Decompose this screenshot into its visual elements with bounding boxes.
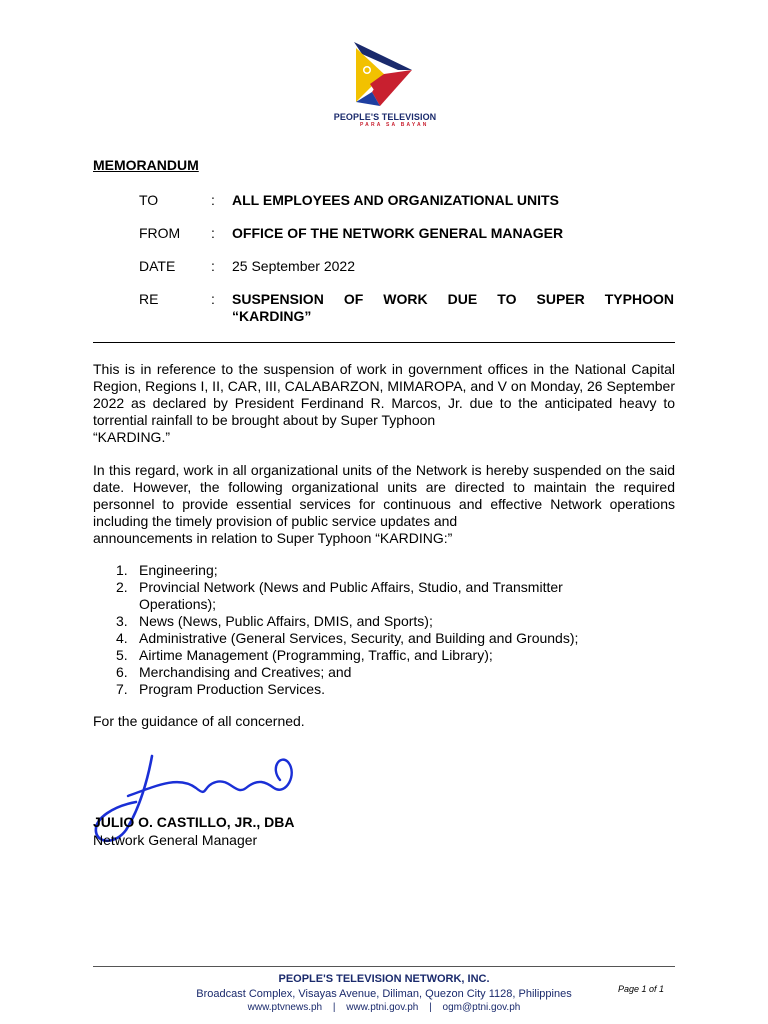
page-number: Page 1 of 1 xyxy=(618,984,665,994)
list-item xyxy=(116,562,656,579)
footer-organization: PEOPLE'S TELEVISION NETWORK, INC. xyxy=(278,973,490,985)
footer-separator: | xyxy=(332,1002,336,1013)
field-value: 25 September 2022 xyxy=(232,258,355,274)
field-colon: : xyxy=(211,225,215,241)
field-label: RE xyxy=(139,291,159,307)
list-number: 1. xyxy=(116,562,128,578)
list-text: Provincial Network (News and Public Affairs, Studio, and Transmitter xyxy=(139,579,563,595)
field-colon: : xyxy=(211,258,215,274)
footer-email[interactable]: ogm@ptni.gov.ph xyxy=(442,1002,521,1013)
list-number: 2. xyxy=(116,579,128,595)
list-text: News (News, Public Affairs, DMIS, and Sports); xyxy=(139,613,433,629)
footer-divider xyxy=(93,966,675,967)
list-text: Program Production Services. xyxy=(139,681,325,697)
field-label: TO xyxy=(139,192,159,208)
logo-title: PEOPLE'S TELEVISION xyxy=(333,112,437,122)
field-value: ALL EMPLOYEES AND ORGANIZATIONAL UNITS xyxy=(232,192,559,208)
field-value-line1: SUSPENSION OF WORK DUE TO SUPER TYPHOON xyxy=(232,291,674,307)
list-item xyxy=(116,630,656,647)
field-label: FROM xyxy=(139,225,181,241)
list-text: Engineering; xyxy=(139,562,218,578)
list-item xyxy=(116,647,656,664)
list-text: Merchandising and Creatives; and xyxy=(139,664,352,680)
units-list xyxy=(116,562,656,698)
field-value: OFFICE OF THE NETWORK GENERAL MANAGER xyxy=(232,225,564,241)
list-item xyxy=(116,664,656,681)
paragraph-1-last-line: “KARDING.” xyxy=(93,429,170,445)
ptv-logo xyxy=(320,40,450,132)
list-text: Administrative (General Services, Security, and Building and Grounds); xyxy=(139,630,579,646)
paragraph-2-last-line: announcements in relation to Super Typhoon “KARDING:” xyxy=(93,530,453,546)
paragraph-2 xyxy=(93,462,675,547)
closing-line: For the guidance of all concerned. xyxy=(93,713,305,729)
footer-separator: | xyxy=(429,1002,432,1013)
footer-address: Broadcast Complex, Visayas Avenue, Diliman, Quezon City 1128, Philippines xyxy=(196,988,572,1000)
signatory-title: Network General Manager xyxy=(93,832,258,848)
paragraph-1-text: This is in reference to the suspension of work in government offices in the National Capital Region, Regions I, II, CAR, III, CALABARZON, MIMAROPA, and V on Monday, 26 September 2022 as declared by President Ferdinand R. Marcos, Jr. due to the anticipated heavy to torrential rainfall to be brought about by Super Typhoon xyxy=(93,361,675,428)
list-item xyxy=(116,681,656,698)
list-item xyxy=(116,613,656,630)
paragraph-1 xyxy=(93,361,675,446)
paragraph-2-text: In this regard, work in all organizational units of the Network is hereby suspended on the said date. However, the following organizational units are directed to maintain the required personnel to provide essential services for continuous and effective Network operations including the timely provision of public service updates and xyxy=(93,462,675,529)
list-number: 4. xyxy=(116,630,128,646)
memo-heading: MEMORANDUM xyxy=(93,157,199,173)
list-text: Airtime Management (Programming, Traffic, and Library); xyxy=(139,647,493,663)
signatory-name: JULIO O. CASTILLO, JR., DBA xyxy=(93,814,295,830)
list-number: 7. xyxy=(116,681,128,697)
field-colon: : xyxy=(211,192,215,208)
field-label: DATE xyxy=(139,258,176,274)
header-divider xyxy=(93,342,675,343)
footer-links xyxy=(200,1002,568,1013)
list-item xyxy=(116,579,656,613)
field-colon: : xyxy=(211,291,215,307)
list-text-continued: Operations); xyxy=(139,596,217,612)
footer-link-ptvnews[interactable]: www.ptvnews.ph xyxy=(247,1002,323,1013)
list-number: 6. xyxy=(116,664,128,680)
ptv-logo-icon xyxy=(350,40,420,108)
field-value-line2: “KARDING” xyxy=(232,308,312,324)
footer-link-ptni[interactable]: www.ptni.gov.ph xyxy=(346,1002,419,1013)
list-number: 5. xyxy=(116,647,128,663)
logo-tagline: PARA SA BAYAN xyxy=(360,122,429,128)
list-number: 3. xyxy=(116,613,128,629)
